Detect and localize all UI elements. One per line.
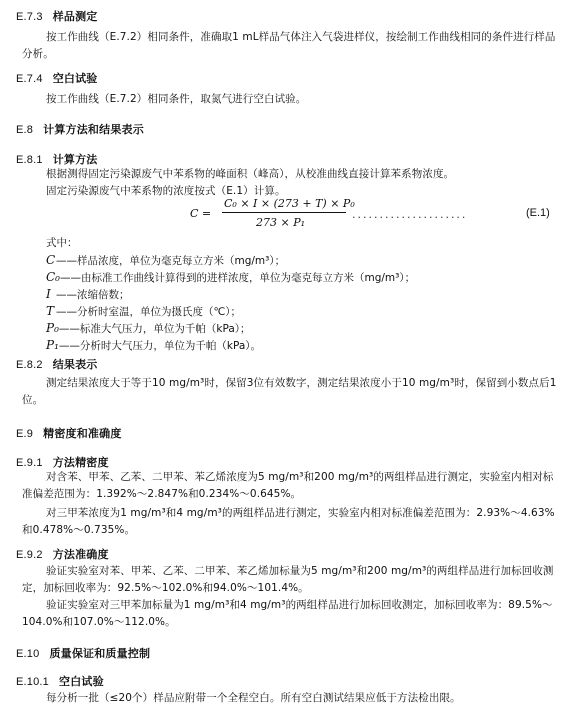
section-title: 精密度和准确度 [43,427,122,440]
variable-description: ——由标准工作曲线计算得到的进样浓度，单位为毫克每立方米（mg/m³）； [60,272,416,284]
formula-numerator: C₀ × I × (273 + T) × P₀ [224,197,355,210]
paragraph-e73: 按工作曲线（E.7.2）相同条件，准确取1 mL样品气体注入气袋进样仪，按绘制工作曲线相同的条件进行样品分析。 [22,31,556,60]
section-title: 计算方法和结果表示 [43,123,144,136]
section-number: E.7.4 [16,73,43,85]
section-heading-e91 [16,454,109,470]
where-label: 式中： [46,237,78,249]
formula-denominator: 273 × P₁ [256,216,306,229]
section-title: 质量保证和质量控制 [49,647,151,660]
paragraph-e91-2: 对三甲苯浓度为1 mg/m³和4 mg/m³的两组样品进行测定，实验室内相对标准偏差范围为：2.93%～4.63%和0.478%～0.735%。 [22,507,555,536]
variable-symbol: I [46,287,51,301]
section-title: 计算方法 [52,153,98,166]
variable-symbol: P₁ [46,338,59,352]
variable-description: ——分析时大气压力，单位为千帕（kPa）。 [58,340,262,352]
variable-description: ——浓缩倍数； [56,289,130,301]
variable-row-c [46,252,285,270]
formula-label: (E.1) [526,207,550,219]
section-heading-e82 [16,356,98,372]
variable-symbol: P₀ [46,321,59,335]
section-title: 方法准确度 [52,548,109,561]
section-title: 方法精密度 [52,456,109,469]
paragraph-e91-1: 对含苯、甲苯、乙苯、二甲苯、苯乙烯浓度为5 mg/m³和200 mg/m³的两组样品进行测定，实验室内相对标准偏差范围为：1.392%～2.847%和0.234%～0.645%。 [22,471,554,500]
variable-symbol: T [46,304,55,318]
variable-row-p1 [46,337,261,355]
section-heading-e73 [16,8,98,24]
fraction-bar [222,212,346,213]
section-number: E.9.1 [16,457,43,469]
section-number: E.10.1 [16,676,50,688]
section-heading-e8 [16,121,144,137]
section-number: E.9.2 [16,549,43,561]
paragraph-e101: 每分析一批（≤20个）样品应附带一个全程空白。所有空白测试结果应低于方法检出限。 [46,692,461,704]
section-heading-e81 [16,151,98,167]
formula-e1 [190,197,560,233]
paragraph-e92-1: 验证实验室对苯、甲苯、乙苯、二甲苯、苯乙烯加标量为5 mg/m³和200 mg/m³的两组样品进行加标回收测定，加标回收率为：92.5%～102.0%和94.0%～101.4%。 [22,565,554,594]
formula-lhs: C = [190,207,212,220]
paragraph-e81-1: 根据测得固定污染源废气中苯系物的峰面积（峰高），从校准曲线直接计算苯系物浓度。 [46,168,455,180]
section-number: E.9 [16,428,34,440]
paragraph-e81-2: 固定污染源废气中苯系物的浓度按式（E.1）计算。 [46,185,286,197]
section-number: E.8.2 [16,359,43,371]
variable-description: ——分析时室温，单位为摄氏度（℃）； [56,306,242,318]
section-number: E.10 [16,648,40,660]
section-heading-e10 [16,645,150,661]
section-number: E.8 [16,124,34,136]
section-heading-e9 [16,425,122,441]
variable-row-i [46,286,130,304]
paragraph-e82: 测定结果浓度大于等于10 mg/m³时，保留3位有效数字，测定结果浓度小于10 mg/m³时，保留到小数点后1位。 [22,377,557,406]
section-title: 空白试验 [52,72,98,85]
paragraph-e92-2: 验证实验室对三甲苯加标量为1 mg/m³和4 mg/m³的两组样品进行加标回收测定，加标回收率为：89.5%～104.0%和107.0%～112.0%。 [22,599,553,628]
variable-description: ——标准大气压力，单位为千帕（kPa）； [58,323,251,335]
variable-row-c0 [46,269,415,287]
section-heading-e101 [16,673,104,689]
leader-dots: ..................... [352,208,468,221]
variable-row-p0 [46,320,251,338]
variable-symbol: C₀ [46,270,60,284]
paragraph-e74: 按工作曲线（E.7.2）相同条件，取氮气进行空白试验。 [46,93,307,105]
variable-symbol: C [46,253,56,267]
section-heading-e74 [16,70,98,86]
variable-row-t [46,303,241,321]
section-title: 结果表示 [52,358,98,371]
section-heading-e92 [16,546,109,562]
section-number: E.7.3 [16,11,43,23]
section-number: E.8.1 [16,154,43,166]
variable-description: ——样品浓度，单位为毫克每立方米（mg/m³）； [56,255,286,267]
section-title: 空白试验 [59,675,104,688]
section-title: 样品测定 [52,10,98,23]
